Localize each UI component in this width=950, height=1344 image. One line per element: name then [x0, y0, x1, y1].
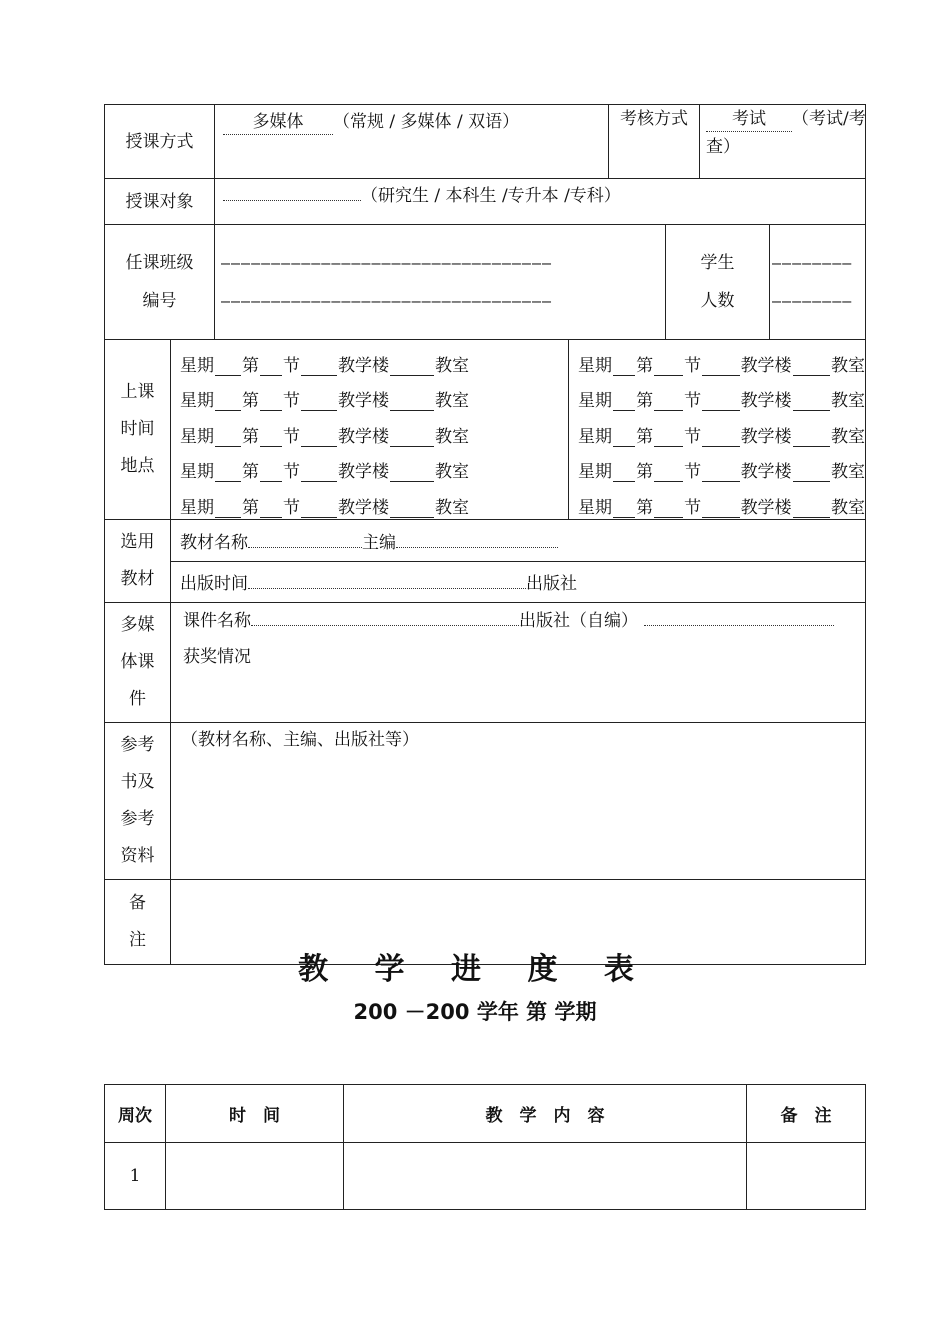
textbook-publisher-label: 出版社 — [526, 574, 577, 595]
textbook-label — [105, 520, 171, 603]
schedule-label — [105, 340, 171, 520]
audience-cell — [215, 179, 866, 225]
schedule-left-column — [171, 340, 569, 520]
textbook-editor-label: 主编 — [362, 532, 396, 553]
slot-period-label: 节 — [283, 391, 300, 412]
slot-room-label: 教室 — [435, 462, 469, 483]
references-label-3: 参考 — [120, 809, 155, 829]
slot-period-label: 节 — [684, 355, 702, 376]
slot-room-label: 教室 — [831, 497, 866, 518]
textbook-pub-time-input[interactable] — [248, 572, 526, 589]
header-note: 备 注 — [747, 1085, 866, 1143]
references-label — [105, 723, 171, 880]
row-note[interactable] — [747, 1143, 866, 1210]
slot-room-label: 教室 — [831, 391, 866, 412]
references-label-2: 书及 — [120, 772, 155, 792]
textbook-row-1 — [171, 520, 866, 562]
slot-ordinal-label: 第 — [636, 426, 654, 447]
slot-ordinal-label: 第 — [636, 355, 654, 376]
slot-blank[interactable] — [260, 501, 282, 518]
class-number-label — [105, 225, 215, 340]
schedule-right-column — [569, 340, 866, 520]
courseware-name-input[interactable] — [251, 609, 519, 626]
slot-period-label: 节 — [283, 426, 300, 447]
slot-blank[interactable] — [260, 359, 282, 376]
slot-blank[interactable] — [702, 465, 739, 482]
slot-blank[interactable] — [613, 394, 635, 411]
progress-subtitle: 200 －200 学年 第 学期 — [353, 1000, 597, 1024]
slot-ordinal-label: 第 — [636, 462, 654, 483]
references-label-1: 参考 — [120, 735, 155, 755]
teaching-method-value[interactable]: 多媒体 — [223, 110, 333, 135]
slot-weekday-label: 星期 — [180, 355, 214, 376]
schedule-slot-right-4 — [569, 447, 865, 483]
progress-title: 教 学 进 度 表 — [298, 952, 652, 987]
references-label-4: 资料 — [120, 846, 155, 866]
students-cell — [770, 225, 866, 340]
slot-building-label: 教学楼 — [740, 426, 792, 447]
courseware-label-1: 多媒 — [120, 615, 155, 635]
slot-blank[interactable] — [301, 359, 337, 376]
students-label-2: 人数 — [700, 291, 735, 311]
textbook-name-input[interactable] — [248, 531, 362, 548]
assessment-options-1: （考试/考 — [792, 109, 866, 129]
textbook-editor-input[interactable] — [396, 531, 558, 548]
row-week: 1 — [105, 1143, 166, 1210]
slot-blank[interactable] — [260, 430, 282, 447]
slot-blank[interactable] — [215, 359, 241, 376]
slot-building-label: 教学楼 — [740, 462, 792, 483]
slot-room-label: 教室 — [831, 426, 866, 447]
header-time: 时 间 — [166, 1085, 344, 1143]
courseware-awards-label: 获奖情况 — [183, 647, 251, 667]
slot-blank[interactable] — [215, 394, 241, 411]
slot-building-label: 教学楼 — [338, 391, 389, 412]
audience-label: 授课对象 — [105, 179, 215, 225]
courseware-name-label: 课件名称 — [183, 611, 251, 631]
audience-options: （研究生 / 本科生 /专升本 /专科） — [361, 186, 621, 206]
slot-blank[interactable] — [654, 359, 683, 376]
textbook-label-2: 教材 — [120, 569, 155, 589]
courseware-publisher-label: 出版社（自编） — [519, 611, 638, 631]
slot-blank[interactable] — [390, 394, 434, 411]
slot-building-label: 教学楼 — [740, 391, 792, 412]
class-number-label-1: 任课班级 — [125, 253, 194, 273]
courseware-label-3: 件 — [129, 689, 146, 709]
slot-blank[interactable] — [654, 465, 683, 482]
slot-ordinal-label: 第 — [636, 391, 654, 412]
slot-blank[interactable] — [793, 359, 830, 376]
slot-ordinal-label: 第 — [242, 462, 259, 483]
textbook-name-label: 教材名称 — [180, 532, 248, 553]
students-label — [666, 225, 770, 340]
students-line-2[interactable]: ―――――――― — [772, 292, 853, 310]
row-content[interactable] — [344, 1143, 747, 1210]
assessment-value[interactable]: 考试 — [706, 107, 792, 132]
slot-period-label: 节 — [283, 355, 300, 376]
slot-blank[interactable] — [702, 394, 739, 411]
slot-blank[interactable] — [390, 430, 434, 447]
slot-weekday-label: 星期 — [180, 497, 214, 518]
schedule-slot-left-3 — [171, 411, 568, 447]
header-content: 教 学 内 容 — [344, 1085, 747, 1143]
schedule-slot-left-4 — [171, 447, 568, 483]
audience-input[interactable] — [223, 182, 361, 201]
schedule-slot-right-2 — [569, 376, 865, 412]
slot-building-label: 教学楼 — [338, 462, 389, 483]
slot-blank[interactable] — [654, 430, 683, 447]
table-row — [105, 1143, 866, 1210]
courseware-label — [105, 603, 171, 723]
slot-period-label: 节 — [684, 462, 702, 483]
slot-blank[interactable] — [215, 465, 241, 482]
progress-table — [104, 1084, 866, 1210]
slot-blank[interactable] — [301, 465, 337, 482]
textbook-pub-time-label: 出版时间 — [180, 574, 248, 595]
course-info-table — [104, 104, 866, 965]
slot-weekday-label: 星期 — [578, 391, 612, 412]
slot-room-label: 教室 — [435, 497, 469, 518]
slot-blank[interactable] — [301, 430, 337, 447]
slot-weekday-label: 星期 — [180, 426, 214, 447]
assessment-label: 考核方式 — [609, 105, 700, 179]
slot-blank[interactable] — [654, 501, 683, 518]
courseware-label-2: 体课 — [120, 652, 155, 672]
slot-ordinal-label: 第 — [242, 391, 259, 412]
slot-blank[interactable] — [613, 501, 635, 518]
schedule-slot-left-1 — [171, 340, 568, 376]
schedule-label-2: 时间 — [120, 419, 155, 439]
slot-weekday-label: 星期 — [578, 462, 612, 483]
notes-label-1: 备 — [129, 893, 146, 913]
slot-blank[interactable] — [301, 394, 337, 411]
teaching-method-label: 授课方式 — [105, 105, 215, 179]
slot-room-label: 教室 — [831, 462, 866, 483]
class-number-line-2[interactable]: ――――――――――――――――――――――――――――――――― — [221, 292, 553, 310]
slot-blank[interactable] — [613, 465, 635, 482]
header-week: 周次 — [105, 1085, 166, 1143]
slot-period-label: 节 — [684, 426, 702, 447]
slot-building-label: 教学楼 — [338, 426, 389, 447]
slot-blank[interactable] — [793, 430, 830, 447]
schedule-label-1: 上课 — [120, 382, 155, 402]
row-time[interactable] — [166, 1143, 344, 1210]
students-label-1: 学生 — [700, 253, 735, 273]
slot-blank[interactable] — [702, 501, 739, 518]
slot-building-label: 教学楼 — [338, 497, 389, 518]
schedule-slot-right-5 — [569, 482, 865, 518]
class-number-label-2: 编号 — [142, 291, 177, 311]
slot-building-label: 教学楼 — [338, 355, 389, 376]
slot-period-label: 节 — [283, 462, 300, 483]
slot-ordinal-label: 第 — [242, 497, 259, 518]
slot-weekday-label: 星期 — [578, 355, 612, 376]
slot-ordinal-label: 第 — [242, 355, 259, 376]
slot-blank[interactable] — [654, 394, 683, 411]
schedule-label-3: 地点 — [120, 456, 155, 476]
slot-room-label: 教室 — [435, 426, 469, 447]
slot-blank[interactable] — [260, 394, 282, 411]
slot-period-label: 节 — [283, 497, 300, 518]
slot-weekday-label: 星期 — [180, 391, 214, 412]
slot-blank[interactable] — [390, 465, 434, 482]
schedule-slot-left-5 — [171, 482, 568, 518]
class-number-cell — [215, 225, 666, 340]
slot-blank[interactable] — [215, 430, 241, 447]
teaching-method-options: （常规 / 多媒体 / 双语） — [333, 112, 520, 132]
slot-room-label: 教室 — [435, 391, 469, 412]
students-line-1[interactable]: ―――――――― — [772, 254, 853, 272]
notes-label-2: 注 — [129, 930, 146, 950]
slot-building-label: 教学楼 — [740, 355, 792, 376]
assessment-options-2: 查） — [706, 137, 741, 157]
slot-blank[interactable] — [260, 465, 282, 482]
courseware-publisher-input[interactable] — [644, 609, 834, 626]
references-hint: （教材名称、主编、出版社等） — [181, 730, 419, 750]
slot-building-label: 教学楼 — [740, 497, 792, 518]
slot-blank[interactable] — [702, 430, 739, 447]
slot-period-label: 节 — [684, 497, 702, 518]
slot-room-label: 教室 — [831, 355, 866, 376]
slot-blank[interactable] — [301, 501, 337, 518]
slot-blank[interactable] — [793, 394, 830, 411]
assessment-cell — [700, 105, 866, 179]
slot-ordinal-label: 第 — [242, 426, 259, 447]
textbook-label-1: 选用 — [120, 532, 155, 552]
slot-ordinal-label: 第 — [636, 497, 654, 518]
slot-blank[interactable] — [793, 465, 830, 482]
schedule-slot-right-3 — [569, 411, 865, 447]
slot-weekday-label: 星期 — [578, 426, 612, 447]
slot-blank[interactable] — [613, 359, 635, 376]
slot-room-label: 教室 — [435, 355, 469, 376]
references-cell[interactable] — [171, 723, 866, 880]
class-number-line-1[interactable]: ――――――――――――――――――――――――――――――――― — [221, 254, 553, 272]
slot-blank[interactable] — [613, 430, 635, 447]
slot-blank[interactable] — [390, 359, 434, 376]
slot-weekday-label: 星期 — [180, 462, 214, 483]
slot-weekday-label: 星期 — [578, 497, 612, 518]
schedule-slot-left-2 — [171, 376, 568, 412]
schedule-slot-right-1 — [569, 340, 865, 376]
slot-period-label: 节 — [684, 391, 702, 412]
courseware-cell — [171, 603, 866, 723]
teaching-method-cell — [215, 105, 609, 179]
slot-blank[interactable] — [702, 359, 739, 376]
slot-blank[interactable] — [390, 501, 434, 518]
textbook-row-2 — [171, 561, 866, 603]
slot-blank[interactable] — [215, 501, 241, 518]
slot-blank[interactable] — [793, 501, 830, 518]
